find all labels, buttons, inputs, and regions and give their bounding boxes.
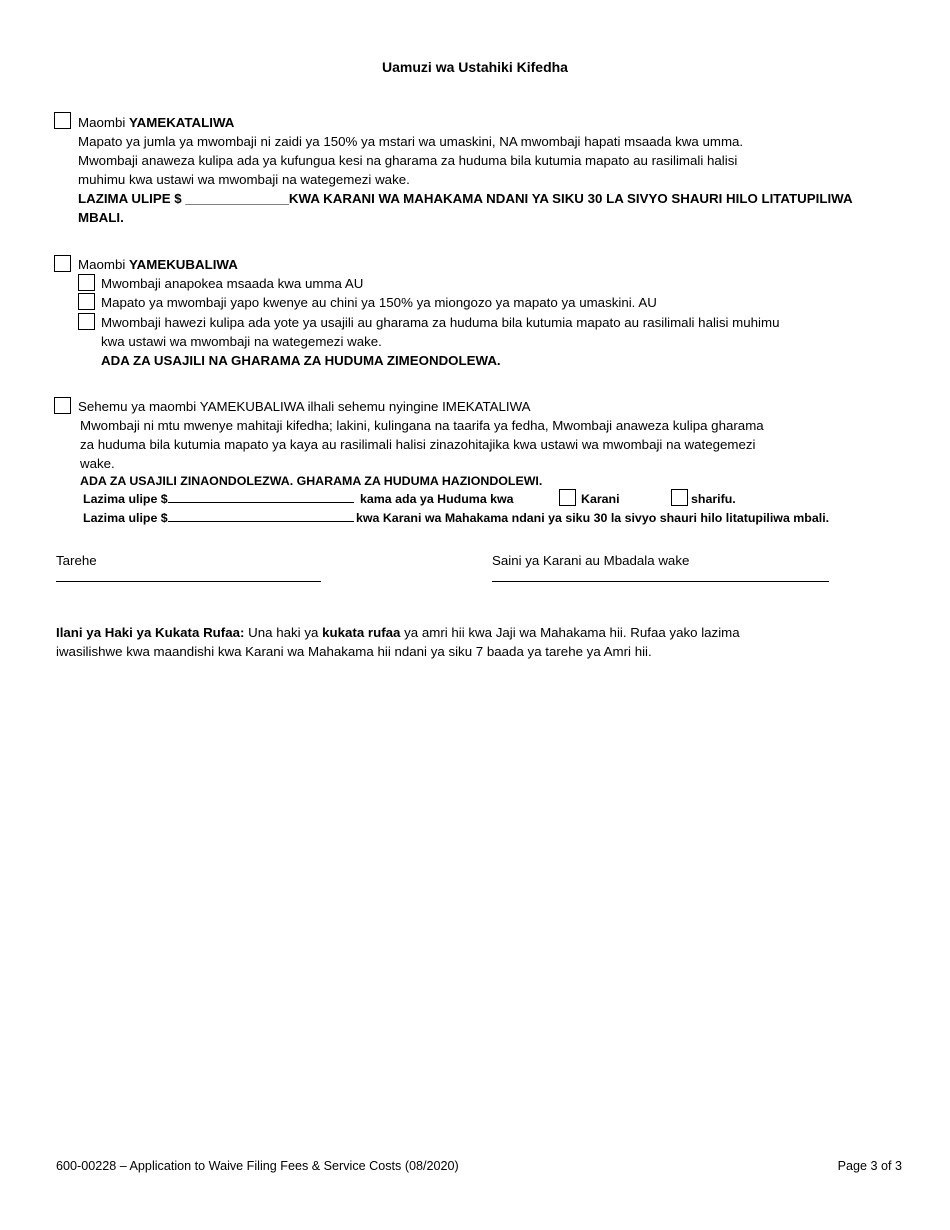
partial-payment-line-2: Lazima ulipe $ bbox=[83, 509, 354, 527]
service-fee-amount-blank[interactable] bbox=[168, 490, 354, 503]
granted-option-income-checkbox[interactable] bbox=[78, 293, 95, 310]
granted-heading: Maombi YAMEKUBALIWA bbox=[78, 257, 238, 272]
denied-payment-line: LAZIMA ULIPE $ ______________KWA KARANI WA MAHAKAMA NDANI YA SIKU 30 LA SIVYO SHAURI HILO LITATUPILIWA bbox=[78, 191, 853, 206]
sheriff-checkbox[interactable] bbox=[671, 489, 688, 506]
granted-option-label-cont: kwa ustawi wa mwombaji na wategemezi wake. bbox=[101, 334, 382, 349]
denied-payment-line-cont: MBALI. bbox=[78, 210, 124, 225]
granted-option-label: Mwombaji anapokea msaada kwa umma AU bbox=[101, 276, 364, 291]
clerk-payment-amount-blank[interactable] bbox=[168, 509, 354, 522]
partial-payment-line-1-mid: kama ada ya Huduma kwa bbox=[360, 492, 514, 506]
denied-text-line: muhimu kwa ustawi wa mwombaji na wategemezi wake. bbox=[78, 172, 410, 187]
partial-result: ADA ZA USAJILI ZINAONDOLEZWA. GHARAMA ZA HUDUMA HAZIONDOLEWI. bbox=[80, 474, 543, 488]
denied-text-line: Mapato ya jumla ya mwombaji ni zaidi ya 150% ya mstari wa umaskini, NA mwombaji hapati msaada kwa umma. bbox=[78, 134, 744, 149]
granted-option-cannot-pay-checkbox[interactable] bbox=[78, 313, 95, 330]
denied-text-line: Mwombaji anaweza kulipa ada ya kufungua kesi na gharama za huduma bila kutumia mapato au rasilimali halisi bbox=[78, 153, 738, 168]
appeal-notice-line-2: iwasilishwe kwa maandishi kwa Karani wa Mahakama hii ndani ya siku 7 baada ya tarehe ya Amri hii. bbox=[56, 644, 652, 659]
appeal-notice-line-1: Ilani ya Haki ya Kukata Rufaa: Una haki ya kukata rufaa ya amri hii kwa Jaji wa Mahakama hii. Rufaa yako lazima bbox=[56, 625, 740, 640]
page-title: Uamuzi wa Ustahiki Kifedha bbox=[382, 59, 568, 75]
clerk-signature-label: Saini ya Karani au Mbadala wake bbox=[492, 553, 690, 568]
granted-option-label: Mapato ya mwombaji yapo kwenye au chini ya 150% ya miongozo ya mapato ya umaskini. AU bbox=[101, 295, 657, 310]
granted-option-label: Mwombaji hawezi kulipa ada yote ya usajili au gharama za huduma bila kutumia mapato au rasilimali halisi muhimu bbox=[101, 315, 780, 330]
partial-text-line: za huduma bila kutumia mapato ya kaya au rasilimali halisi zinazohitajika kwa ustawi wa mwombaji na wategemezi bbox=[80, 437, 756, 452]
partial-checkbox[interactable] bbox=[54, 397, 71, 414]
partial-payment-line-1: Lazima ulipe $ bbox=[83, 490, 354, 508]
partial-text-line: wake. bbox=[80, 456, 115, 471]
footer-page-number: Page 3 of 3 bbox=[837, 1159, 902, 1173]
denied-amount-blank[interactable]: ______________ bbox=[185, 191, 289, 206]
clerk-label: Karani bbox=[581, 492, 620, 506]
granted-checkbox[interactable] bbox=[54, 255, 71, 272]
denied-checkbox[interactable] bbox=[54, 112, 71, 129]
partial-text-line: Mwombaji ni mtu mwenye mahitaji kifedha; lakini, kulingana na taarifa ya fedha, Mwombaji anaweza kulipa gharama bbox=[80, 418, 764, 433]
denied-heading: Maombi YAMEKATALIWA bbox=[78, 115, 235, 130]
date-signature-line[interactable] bbox=[56, 581, 321, 582]
partial-payment-line-2-end: kwa Karani wa Mahakama ndani ya siku 30 la sivyo shauri hilo litatupiliwa mbali. bbox=[356, 511, 830, 525]
granted-option-public-assistance-checkbox[interactable] bbox=[78, 274, 95, 291]
clerk-checkbox[interactable] bbox=[559, 489, 576, 506]
clerk-signature-line[interactable] bbox=[492, 581, 829, 582]
partial-heading: Sehemu ya maombi YAMEKUBALIWA ilhali sehemu nyingine IMEKATALIWA bbox=[78, 399, 531, 414]
granted-result: ADA ZA USAJILI NA GHARAMA ZA HUDUMA ZIMEONDOLEWA. bbox=[101, 353, 501, 368]
date-label: Tarehe bbox=[56, 553, 97, 568]
sheriff-label: sharifu. bbox=[691, 492, 736, 506]
footer-form-id: 600-00228 – Application to Waive Filing Fees & Service Costs (08/2020) bbox=[56, 1159, 459, 1173]
